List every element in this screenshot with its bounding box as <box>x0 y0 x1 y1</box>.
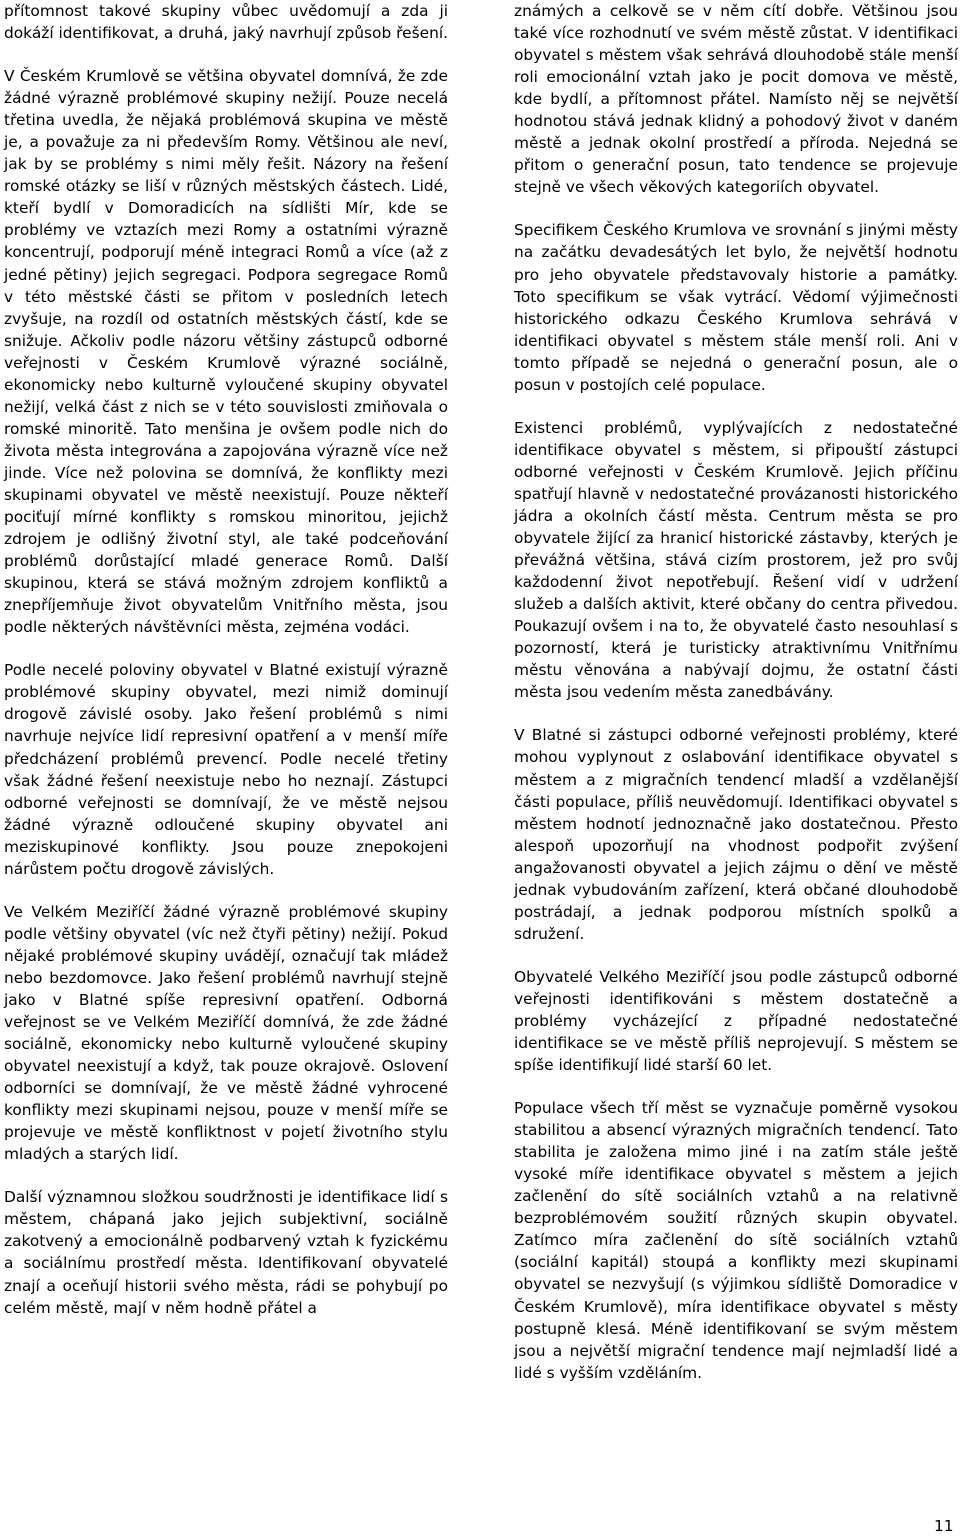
paragraph-left-3: Podle necelé poloviny obyvatel v Blatné existují výrazně problémové skupiny obyvatel, mezi nimiž dominují drogově závislé osoby. Jako řešení problémů s nimi navrhuje nejvíce lidí represivní opatření a v menší míře předcházení problémů prevencí. Podle necelé třetiny však žádné řešení neexistuje nebo ho neznají. Zástupci odborné veřejnosti se domnívají, že ve městě nejsou žádné výrazně odloučené skupiny obyvatel ani meziskupinové konflikty. Jsou pouze znepokojeni nárůstem počtu drogově závislých. <box>4 661 448 878</box>
paragraph-right-1: známých a celkově se v něm cítí dobře. Většinou jsou také více rozhodnutí ve svém městě zůstat. V identifikaci obyvatel s městem však sehrává dlouhodobě stále menší roli emocionální vztah jako je pocit domova ve městě, kde bydlí, a přítomnost přátel. Namísto něj se největší hodnotou stává jednak klidný a pohodový život v daném městě a jednak okolní prostředí a příroda. Nejedná se přitom o generační posun, tato tendence se projevuje stejně ve všech věkových kategoriích obyvatel. <box>514 2 958 197</box>
left-column <box>4 0 448 1319</box>
paragraph-right-5: Obyvatelé Velkého Meziříčí jsou podle zástupců odborné veřejnosti identifikováni s městem dostatečně a problémy vycházející z případné nedostatečné identifikace se ve městě příliš neprojevují. S městem se spíše identifikují lidé starší 60 let. <box>514 967 958 1075</box>
paragraph-left-4: Ve Velkém Meziříčí žádné výrazně problémové skupiny podle většiny obyvatel (víc než čtyři pětiny) nežijí. Pokud nějaké problémové skupiny uvádějí, označují tak mládež nebo bezdomovce. Jako řešení problémů navrhují stejně jako v Blatné spíše represivní opatření. Odborná veřejnost se ve Velkém Meziříčí domnívá, že zde žádné sociálně, ekonomicky nebo kulturně vyloučené skupiny obyvatel neexistují a když, tak pouze okrajově. Oslovení odborníci se domnívají, že ve městě žádné vyhrocené konflikty mezi skupinami nejsou, pouze v menší míře se projevuje ve městě konfliktnost v pojetí životního stylu mladých a starých lidí. <box>4 902 448 1164</box>
right-column <box>514 0 958 1384</box>
paragraph-right-2: Specifikem Českého Krumlova ve srovnání s jinými městy na začátku devadesátých let bylo, že největší hodnotu pro jeho obyvatele představovaly historie a památky. Toto specifikum se však vytrácí. Vědomí výjimečnosti historického odkazu Českého Krumlova sehrává v identifikaci obyvatel s městem stále menší roli. Ani v tomto případě se nejedná o generační posun, ale o posun v postojích celé populace. <box>514 221 958 394</box>
paragraph-left-2: V Českém Krumlově se většina obyvatel domnívá, že zde žádné výrazně problémové skupiny nežijí. Pouze necelá třetina uvedla, že nějaká problémová skupina ve městě je, a považuje za ni především Romy. Většinou ale neví, jak by se problémy s nimi měly řešit. Názory na řešení romské otázky se liší v různých městských částech. Lidé, kteří bydlí v Domoradicích na sídlišti Mír, kde se problémy ve vztazích mezi Romy a ostatními výrazně koncentrují, podporují méně integraci Romů a více (až z jedné pětiny) jejich segregaci. Podpora segregace Romů v této městské části se přitom v posledních letech zvyšuje, na rozdíl od ostatních městských částí, kde se snižuje. Ačkoliv podle názoru většiny zástupců odborné veřejnosti v Českém Krumlově výrazné sociálně, ekonomicky nebo kulturně vyloučené skupiny obyvatel nežijí, velká část z nich se v této souvislosti zmiňovala o romské minoritě. Tato menšina je ovšem podle nich do života města integrována a zapojována výrazně více než jinde. Více než polovina se domnívá, že konflikty mezi skupinami obyvatel ve městě neexistují. Pouze někteří pociťují mírné konflikty s romskou minoritou, jejichž zdrojem je odlišný životní styl, ale také podceňování problémů dorůstající mladé generace Romů. Další skupinou, která se stává možným zdrojem konfliktů a znepříjemňuje život obyvatelům Vnitřního města, jsou podle některých návštěvníci města, zejména vodáci. <box>4 67 448 637</box>
paragraph-right-3: Existenci problémů, vyplývajících z nedostatečné identifikace obyvatel s městem, si připouští zástupci odborné veřejnosti v Českém Krumlově. Jejich příčinu spatřují hlavně v nedostatečné provázanosti historického jádra a okolních částí města. Centrum města se pro obyvatele žijící za hranicí historické zástavby, kterých je převážná většina, stává cizím prostorem, jež pro svůj každodenní život nepotřebují. Řešení vidí v udržení služeb a dalších aktivit, které občany do centra přivedou. Poukazují ovšem i na to, že obyvatelé často nesouhlasí s pozorností, která je turisticky atraktivnímu Vnitřnímu městu věnována a nabývají dojmu, že ostatní části města jsou vedením města zanedbávány. <box>514 418 958 702</box>
paragraph-right-6: Populace všech tří měst se vyznačuje poměrně vysokou stabilitou a absencí výrazných migračních tendencí. Tato stabilita je založena mimo jiné i na zatím stále ještě vysoké míře identifikace obyvatel s městem a jejich začlenění do sítě sociálních vztahů a na relativně bezproblémovém soužití různých skupin obyvatel. Zatímco míra začlenění do sítě sociálních vztahů (sociální kapitál) stoupá a konflikty mezi skupinami obyvatel se nezvyšují (s výjimkou sídliště Domoradice v Českém Krumlově), míra identifikace obyvatel s městy postupně klesá. Méně identifikovaní se svým městem jsou a největší migrační tendence mají nejmladší lidé a lidé s vyšším vzděláním. <box>514 1099 958 1382</box>
paragraph-right-4: V Blatné si zástupci odborné veřejnosti problémy, které mohou vyplynout z oslabování identifikace obyvatel s městem a z migračních tendencí mladší a vzdělanější části populace, příliš neuvědomují. Identifikaci obyvatel s městem hodnotí jednoznačně jako dostatečnou. Přesto alespoň upozorňují na vhodnost podpořit zvýšení angažovanosti obyvatel a jejich zájmu o dění ve městě jednak vybudováním zařízení, která občané dlouhodobě postrádají, a jednak podporou místních spolků a sdružení. <box>514 726 958 943</box>
page-number: 11 <box>934 1517 954 1535</box>
paragraph-left-1: přítomnost takové skupiny vůbec uvědomují a zda ji dokáží identifikovat, a druhá, jaký navrhují způsob řešení. <box>4 2 449 43</box>
paragraph-left-5: Další významnou složkou soudržnosti je identifikace lidí s městem, chápaná jako jejich subjektivní, sociálně zakotvený a emocionálně podbarvený vztah k fyzickému a sociálnímu prostředí města. Identifikovaní obyvatelé znají a oceňují historii svého města, rádi se pohybují po celém městě, mají v něm hodně přátel a <box>4 1188 448 1317</box>
